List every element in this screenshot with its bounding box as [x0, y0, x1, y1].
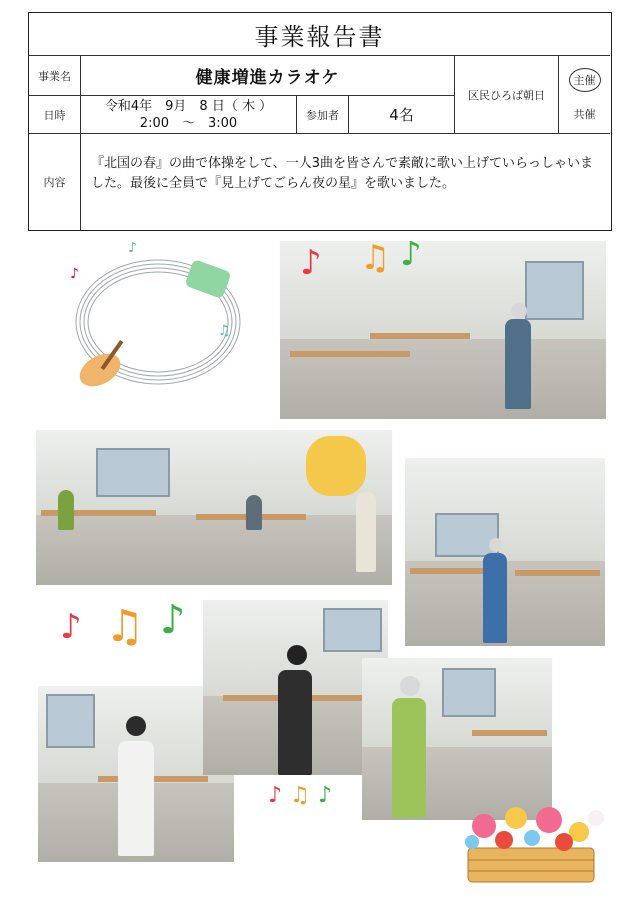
role-cell [559, 56, 610, 134]
small-music-notes: ♪ ♫ ♪ [268, 783, 333, 808]
label-datetime: 日時 [29, 96, 81, 134]
note-icon: ♪ [128, 240, 137, 256]
photo-singer-2 [203, 600, 388, 775]
label-event: 事業名 [29, 56, 81, 96]
report-title: 事業報告書 [29, 13, 610, 56]
participant-count: 4名 [349, 96, 455, 134]
organizer: 区民ひろば朝日 [455, 56, 559, 134]
datetime-cell [81, 96, 297, 134]
label-content: 内容 [29, 134, 81, 230]
role-co: 共催 [573, 107, 596, 121]
photo-karaoke-room-3 [405, 458, 605, 646]
date-line: 令和4年 9月 8 日（ 木 ） [104, 98, 273, 114]
photo-karaoke-room-1: ♪ ♫ ♪ [280, 241, 606, 419]
flower-basket-illustration [454, 796, 614, 888]
time-line: 2:00 ～ 3:00 [139, 115, 238, 131]
photo-karaoke-room-2 [36, 430, 392, 585]
content-text: 『北国の春』の曲で体操をして、一人3曲を皆さんで素敵に歌い上げていらっしゃいました。最後に全員で『見上げてごらん夜の星』を歌いました。 [91, 156, 594, 191]
event-name: 健康増進カラオケ [81, 56, 455, 96]
svg-text:♪: ♪ [70, 266, 79, 282]
report-table [28, 12, 612, 231]
svg-text:♫: ♫ [218, 323, 231, 339]
music-notes-decoration: ♪ ♫ ♪ [60, 597, 186, 652]
role-main: 主催 [569, 68, 601, 92]
music-staff-wreath-illustration [58, 240, 258, 405]
label-participants: 参加者 [297, 96, 349, 134]
